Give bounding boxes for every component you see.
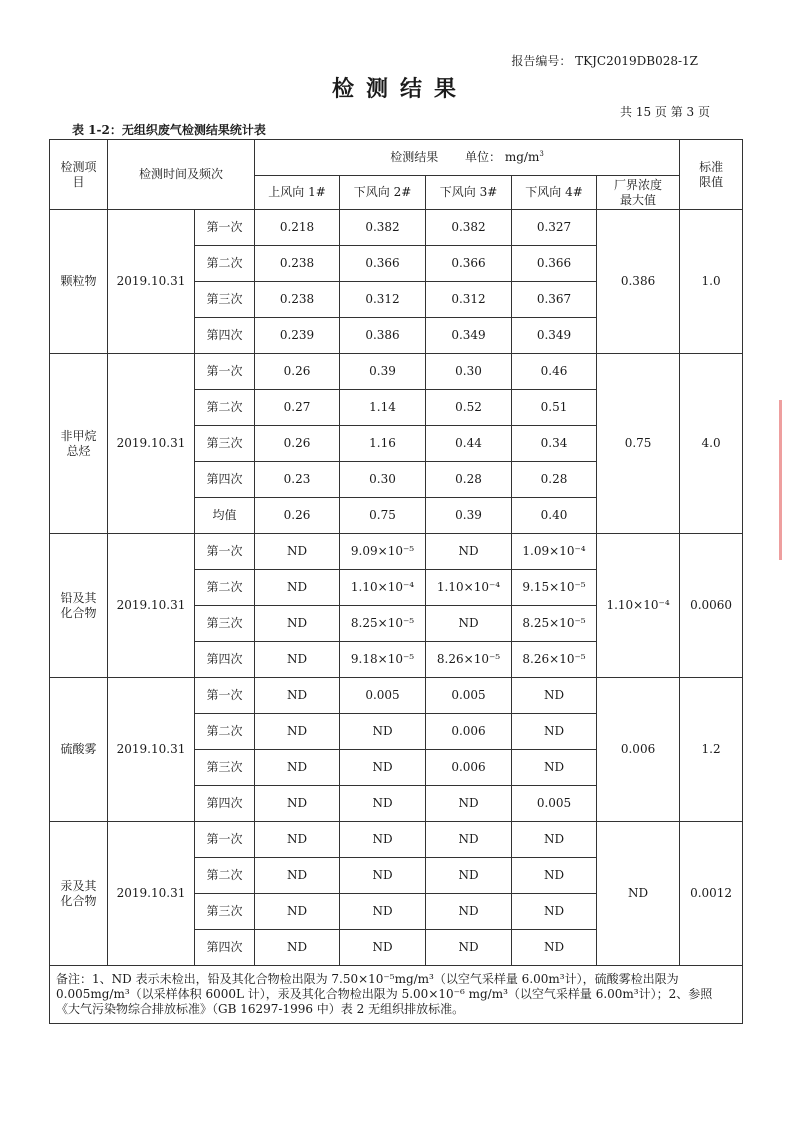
result-cell: ND [255, 642, 340, 678]
result-cell: ND [340, 714, 426, 750]
page-title: 检测结果 [331, 76, 468, 102]
result-cell: 0.51 [512, 390, 597, 426]
remarks-note: 备注：1、ND 表示未检出，铅及其化合物检出限为 7.50×10⁻⁵mg/m³（以空气采样量 6.00m³计），硫酸雾检出限为 0.005mg/m³（以采样体积 6000L 计），汞及其化合物检出限为 5.00×10⁻⁶ mg/m³（以空气采样量 6.00m³计）；2、参照《大气污染物综合排放标准》（GB 16297-1996 中）表 2 无组织排放标准。 [50, 966, 743, 1024]
result-cell: 8.25×10⁻⁵ [512, 606, 597, 642]
result-cell: 0.349 [512, 318, 597, 354]
result-cell: 0.238 [255, 246, 340, 282]
table-row [50, 210, 743, 246]
result-cell: 1.16 [340, 426, 426, 462]
result-cell: 0.40 [512, 498, 597, 534]
result-cell: ND [340, 786, 426, 822]
frequency-label: 第三次 [195, 426, 255, 462]
standard-limit-value: 1.0 [680, 210, 743, 354]
result-cell: 0.28 [512, 462, 597, 498]
result-cell: ND [255, 606, 340, 642]
sampling-date: 2019.10.31 [108, 822, 195, 966]
result-cell: 0.382 [340, 210, 426, 246]
boundary-max-value: 0.006 [597, 678, 680, 822]
result-cell: ND [340, 858, 426, 894]
pollutant-name: 硫酸雾 [50, 678, 108, 822]
result-cell: ND [255, 822, 340, 858]
result-cell: ND [512, 714, 597, 750]
result-cell: 0.366 [426, 246, 512, 282]
sampling-date: 2019.10.31 [108, 354, 195, 534]
standard-limit-value: 4.0 [680, 354, 743, 534]
result-cell: 1.09×10⁻⁴ [512, 534, 597, 570]
frequency-label: 均值 [195, 498, 255, 534]
pollutant-name: 汞及其化合物 [50, 822, 108, 966]
frequency-label: 第四次 [195, 462, 255, 498]
result-cell: 0.312 [426, 282, 512, 318]
result-cell: 0.34 [512, 426, 597, 462]
results-table [49, 139, 743, 1024]
result-cell: 0.26 [255, 426, 340, 462]
result-cell: 8.26×10⁻⁵ [426, 642, 512, 678]
report-number: 报告编号： TKJC2019DB028-1Z [511, 54, 698, 68]
sampling-date: 2019.10.31 [108, 210, 195, 354]
result-cell: ND [512, 678, 597, 714]
result-cell: 0.382 [426, 210, 512, 246]
frequency-label: 第二次 [195, 246, 255, 282]
sampling-date: 2019.10.31 [108, 678, 195, 822]
result-cell: ND [340, 822, 426, 858]
result-cell: 0.367 [512, 282, 597, 318]
result-cell: ND [426, 786, 512, 822]
result-cell: ND [512, 750, 597, 786]
result-cell: ND [255, 894, 340, 930]
frequency-label: 第一次 [195, 822, 255, 858]
stamp-edge-mark [779, 400, 800, 560]
result-cell: ND [426, 534, 512, 570]
result-cell: ND [255, 750, 340, 786]
unit-superscript: 3 [539, 150, 544, 158]
boundary-max-value: ND [597, 822, 680, 966]
frequency-label: 第四次 [195, 930, 255, 966]
result-cell: 0.366 [340, 246, 426, 282]
result-cell: 0.238 [255, 282, 340, 318]
result-cell: ND [426, 606, 512, 642]
result-cell: 0.23 [255, 462, 340, 498]
frequency-label: 第三次 [195, 282, 255, 318]
header-standard: 标准限值 [680, 140, 743, 210]
result-cell: 0.44 [426, 426, 512, 462]
frequency-label: 第二次 [195, 570, 255, 606]
result-cell: 0.30 [426, 354, 512, 390]
pollutant-name: 非甲烷总烃 [50, 354, 108, 534]
result-cell: ND [255, 786, 340, 822]
result-cell: ND [426, 930, 512, 966]
result-cell: 0.39 [340, 354, 426, 390]
pollutant-name: 颗粒物 [50, 210, 108, 354]
table-row [50, 822, 743, 858]
boundary-max-value: 0.386 [597, 210, 680, 354]
table-caption: 表 1-2：无组织废气检测结果统计表 [72, 123, 266, 137]
result-cell: 0.005 [340, 678, 426, 714]
standard-limit-value: 0.0060 [680, 534, 743, 678]
unit-label: 单位： [465, 150, 502, 164]
result-cell: 0.75 [340, 498, 426, 534]
result-cell: ND [512, 858, 597, 894]
result-cell: ND [255, 534, 340, 570]
frequency-label: 第二次 [195, 714, 255, 750]
result-cell: 0.28 [426, 462, 512, 498]
result-cell: ND [255, 714, 340, 750]
header-col-3: 下风向 3# [426, 176, 512, 210]
frequency-label: 第三次 [195, 606, 255, 642]
boundary-max-value: 0.75 [597, 354, 680, 534]
frequency-label: 第四次 [195, 786, 255, 822]
header-col-2: 下风向 2# [340, 176, 426, 210]
result-cell: ND [255, 930, 340, 966]
boundary-max-value: 1.10×10⁻⁴ [597, 534, 680, 678]
result-cell: 9.09×10⁻⁵ [340, 534, 426, 570]
header-col-4: 下风向 4# [512, 176, 597, 210]
result-cell: 0.006 [426, 750, 512, 786]
result-cell: 0.005 [426, 678, 512, 714]
table-row [50, 354, 743, 390]
header-result [255, 140, 680, 176]
result-cell: 8.26×10⁻⁵ [512, 642, 597, 678]
result-cell: 0.26 [255, 498, 340, 534]
header-result-label: 检测结果 [390, 150, 439, 164]
frequency-label: 第三次 [195, 750, 255, 786]
frequency-label: 第四次 [195, 642, 255, 678]
result-cell: 0.312 [340, 282, 426, 318]
result-cell: 0.349 [426, 318, 512, 354]
frequency-label: 第一次 [195, 354, 255, 390]
table-row [50, 678, 743, 714]
header-time: 检测时间及频次 [108, 140, 255, 210]
pollutant-name: 铅及其化合物 [50, 534, 108, 678]
result-cell: 0.218 [255, 210, 340, 246]
result-cell: ND [340, 930, 426, 966]
result-cell: 0.327 [512, 210, 597, 246]
result-cell: 0.52 [426, 390, 512, 426]
result-cell: 8.25×10⁻⁵ [340, 606, 426, 642]
result-cell: 1.10×10⁻⁴ [340, 570, 426, 606]
result-cell: ND [512, 822, 597, 858]
frequency-label: 第二次 [195, 858, 255, 894]
header-max: 厂界浓度最大值 [597, 176, 680, 210]
standard-limit-value: 0.0012 [680, 822, 743, 966]
result-cell: ND [255, 570, 340, 606]
frequency-label: 第一次 [195, 210, 255, 246]
frequency-label: 第二次 [195, 390, 255, 426]
frequency-label: 第一次 [195, 678, 255, 714]
frequency-label: 第四次 [195, 318, 255, 354]
result-cell: ND [340, 750, 426, 786]
result-cell: 0.27 [255, 390, 340, 426]
header-item: 检测项目 [50, 140, 108, 210]
result-cell: 1.14 [340, 390, 426, 426]
result-cell: 9.18×10⁻⁵ [340, 642, 426, 678]
header-col-1: 上风向 1# [255, 176, 340, 210]
result-cell: 1.10×10⁻⁴ [426, 570, 512, 606]
result-cell: 0.26 [255, 354, 340, 390]
result-cell: ND [340, 894, 426, 930]
results-body [50, 210, 743, 966]
result-cell: 9.15×10⁻⁵ [512, 570, 597, 606]
result-cell: 0.366 [512, 246, 597, 282]
result-cell: ND [426, 894, 512, 930]
result-cell: 0.239 [255, 318, 340, 354]
frequency-label: 第三次 [195, 894, 255, 930]
result-cell: ND [426, 858, 512, 894]
result-cell: 0.005 [512, 786, 597, 822]
standard-limit-value: 1.2 [680, 678, 743, 822]
table-row [50, 534, 743, 570]
unit-value: mg/m [504, 150, 540, 164]
result-cell: ND [426, 822, 512, 858]
page-info: 共 15 页 第 3 页 [620, 105, 710, 119]
result-cell: ND [512, 930, 597, 966]
result-cell: 0.39 [426, 498, 512, 534]
result-cell: ND [255, 858, 340, 894]
result-cell: ND [255, 678, 340, 714]
frequency-label: 第一次 [195, 534, 255, 570]
result-cell: 0.46 [512, 354, 597, 390]
sampling-date: 2019.10.31 [108, 534, 195, 678]
result-cell: 0.006 [426, 714, 512, 750]
result-cell: 0.386 [340, 318, 426, 354]
result-cell: ND [512, 894, 597, 930]
result-cell: 0.30 [340, 462, 426, 498]
